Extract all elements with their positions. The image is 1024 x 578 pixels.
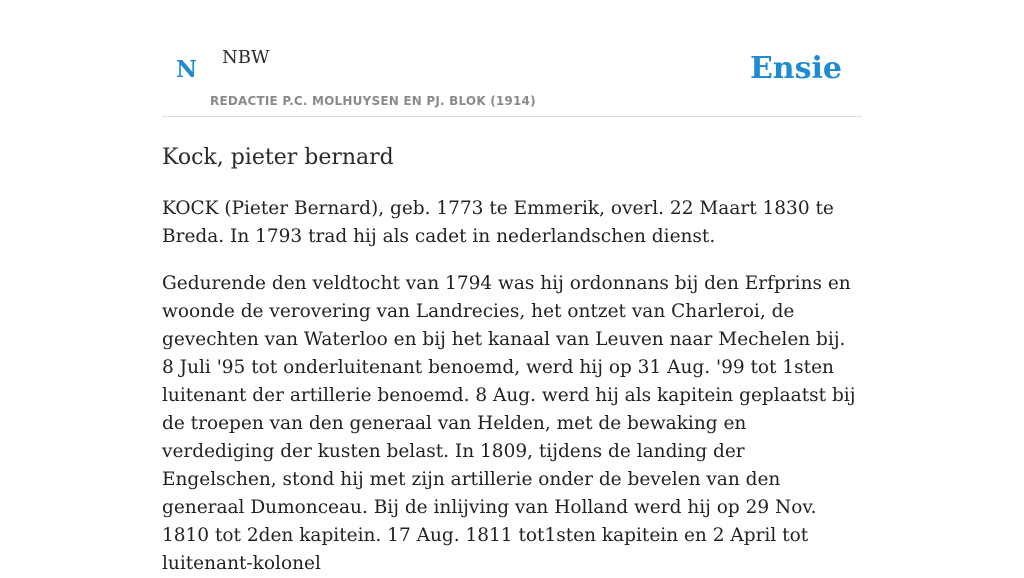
content-column	[162, 0, 862, 578]
article-paragraph: Gedurende den veldtocht van 1794 was hij ordonnans bij den Erfprins en woonde de verovering van Landrecies, het ontzet van Charleroi, de gevechten van Waterloo en bij het kanaal van Leuven naar Mechelen bij. 8 Juli '95 tot onderluitenant benoemd, werd hij op 31 Aug. '99 tot 1sten luitenant der artillerie benoemd. 8 Aug. werd hij als kapitein geplaatst bij de troepen van den generaal van Helden, met de bewaking en verdediging der kusten belast. In 1809, tijdens de landing der Engelschen, stond hij met zijn artillerie onder de bevelen van den generaal Dumonceau. Bij de inlijving van Holland werd hij op 29 Nov. 1810 tot 2den kapitein. 17 Aug. 1811 tot1sten kapitein en 2 April tot luitenant-kolonel	[162, 273, 856, 574]
brand-logo[interactable]: Ensie	[749, 51, 842, 86]
header	[162, 0, 862, 117]
article-title: Kock, pieter bernard	[162, 145, 394, 170]
source-name[interactable]: NBW	[222, 47, 270, 68]
source-subtitle: REDACTIE P.C. MOLHUYSEN EN PJ. BLOK (1914)	[210, 94, 536, 108]
source-logo[interactable]: N	[176, 56, 198, 83]
article-paragraph: KOCK (Pieter Bernard), geb. 1773 te Emmerik, overl. 22 Maart 1830 te Breda. In 1793 trad hij als cadet in nederlandschen dienst.	[162, 198, 834, 247]
